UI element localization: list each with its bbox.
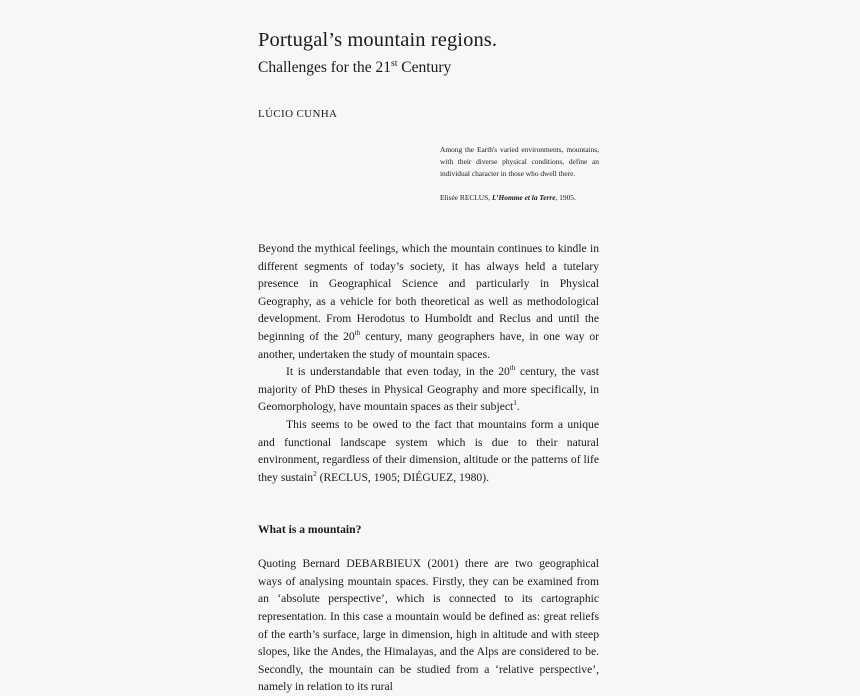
epigraph-author-first: Elisée bbox=[440, 192, 460, 202]
author-name: LÚCIO CUNHA bbox=[258, 107, 338, 120]
paragraph-1 bbox=[258, 240, 599, 363]
subtitle-ordinal-suffix: st bbox=[391, 58, 398, 70]
epigraph-credit bbox=[440, 192, 599, 204]
footnote-marker-1: 1 bbox=[513, 399, 517, 408]
paragraph-1-part-a: Beyond the mythical feelings, which the mountain continues to kindle in different segments of today’s society, it has always held a tutelary presence in Geographical Science and particularly in Physical Geography, as a vehicle for both theoretical as well as methodological development. From Herodotus to Humboldt and Reclus and until the beginning of the 20 bbox=[258, 242, 599, 344]
page-subtitle bbox=[258, 58, 599, 77]
paragraph-2-part-a: It is understandable that even today, in the 20 bbox=[286, 365, 510, 379]
century-ordinal-suffix: th bbox=[509, 364, 516, 373]
footnote-marker-2: 2 bbox=[313, 470, 317, 479]
paragraph-3-part-b: ( bbox=[316, 470, 324, 484]
epigraph-author-last: RECLUS bbox=[459, 192, 489, 202]
body-text bbox=[258, 240, 599, 696]
section-heading: What is a mountain? bbox=[258, 522, 362, 536]
paragraph-3-citation-separator: , 1905; bbox=[367, 470, 403, 484]
epigraph-credit-year: , 1905. bbox=[555, 192, 576, 202]
paragraph-1-part-b: century, many geographers have, in one way or another, undertaken the study of mountain spaces. bbox=[258, 330, 600, 361]
citation-debarbieux: DEBARBIEUX bbox=[346, 557, 422, 571]
epigraph-block bbox=[440, 144, 599, 204]
paragraph-4-part-a: Quoting Bernard bbox=[258, 557, 347, 571]
citation-dieguez: DIÉGUEZ bbox=[403, 470, 454, 484]
paragraph-4-part-b: (2001) there are two geographical ways of analysing mountain spaces. Firstly, they can be examined from an ‘absolute perspective’, which is connected to its cartographic representation. In this case a mountain would be defined as: great reliefs of the earth’s surface, large in dimension, high in altitude and with steep slopes, like the Andes, the Himalayas, and the Alps are considered to be. Secondly, the mountain can be studied from a ‘relative perspective’, namely in relation to its rural bbox=[258, 557, 599, 694]
title-block bbox=[258, 0, 599, 78]
subtitle-text-before: Challenges for the 21 bbox=[258, 59, 392, 77]
paragraph-3 bbox=[258, 416, 599, 486]
title-column bbox=[258, 0, 599, 120]
paragraph-2 bbox=[258, 363, 599, 416]
subtitle-text-after: Century bbox=[397, 59, 452, 77]
epigraph-work-title: L’Homme et la Terre bbox=[491, 192, 556, 202]
citation-reclus: RECLUS bbox=[323, 470, 368, 484]
page-title: Portugal’s mountain regions. bbox=[258, 29, 498, 51]
paragraph-2-part-b: century, the vast majority of PhD theses in Physical Geography and more specifically, in Geomorphology, have mountain spaces as their subject bbox=[258, 365, 599, 414]
epigraph-credit-separator: , bbox=[488, 192, 492, 202]
century-ordinal-suffix: th bbox=[354, 329, 361, 338]
paragraph-4 bbox=[258, 538, 599, 696]
epigraph-quote: Among the Earth's varied environments, mountains, with their diverse physical conditions, define an individual character in those who dwell there. bbox=[440, 145, 599, 178]
paragraph-2-part-c: . bbox=[516, 400, 520, 414]
paragraph-3-part-a: This seems to be owed to the fact that mountains form a unique and functional landscape system which is due to their natural environment, regardless of their dimension, altitude or the patterns of life they sustain bbox=[258, 418, 599, 484]
paragraph-3-part-c: , 1980). bbox=[453, 470, 489, 484]
